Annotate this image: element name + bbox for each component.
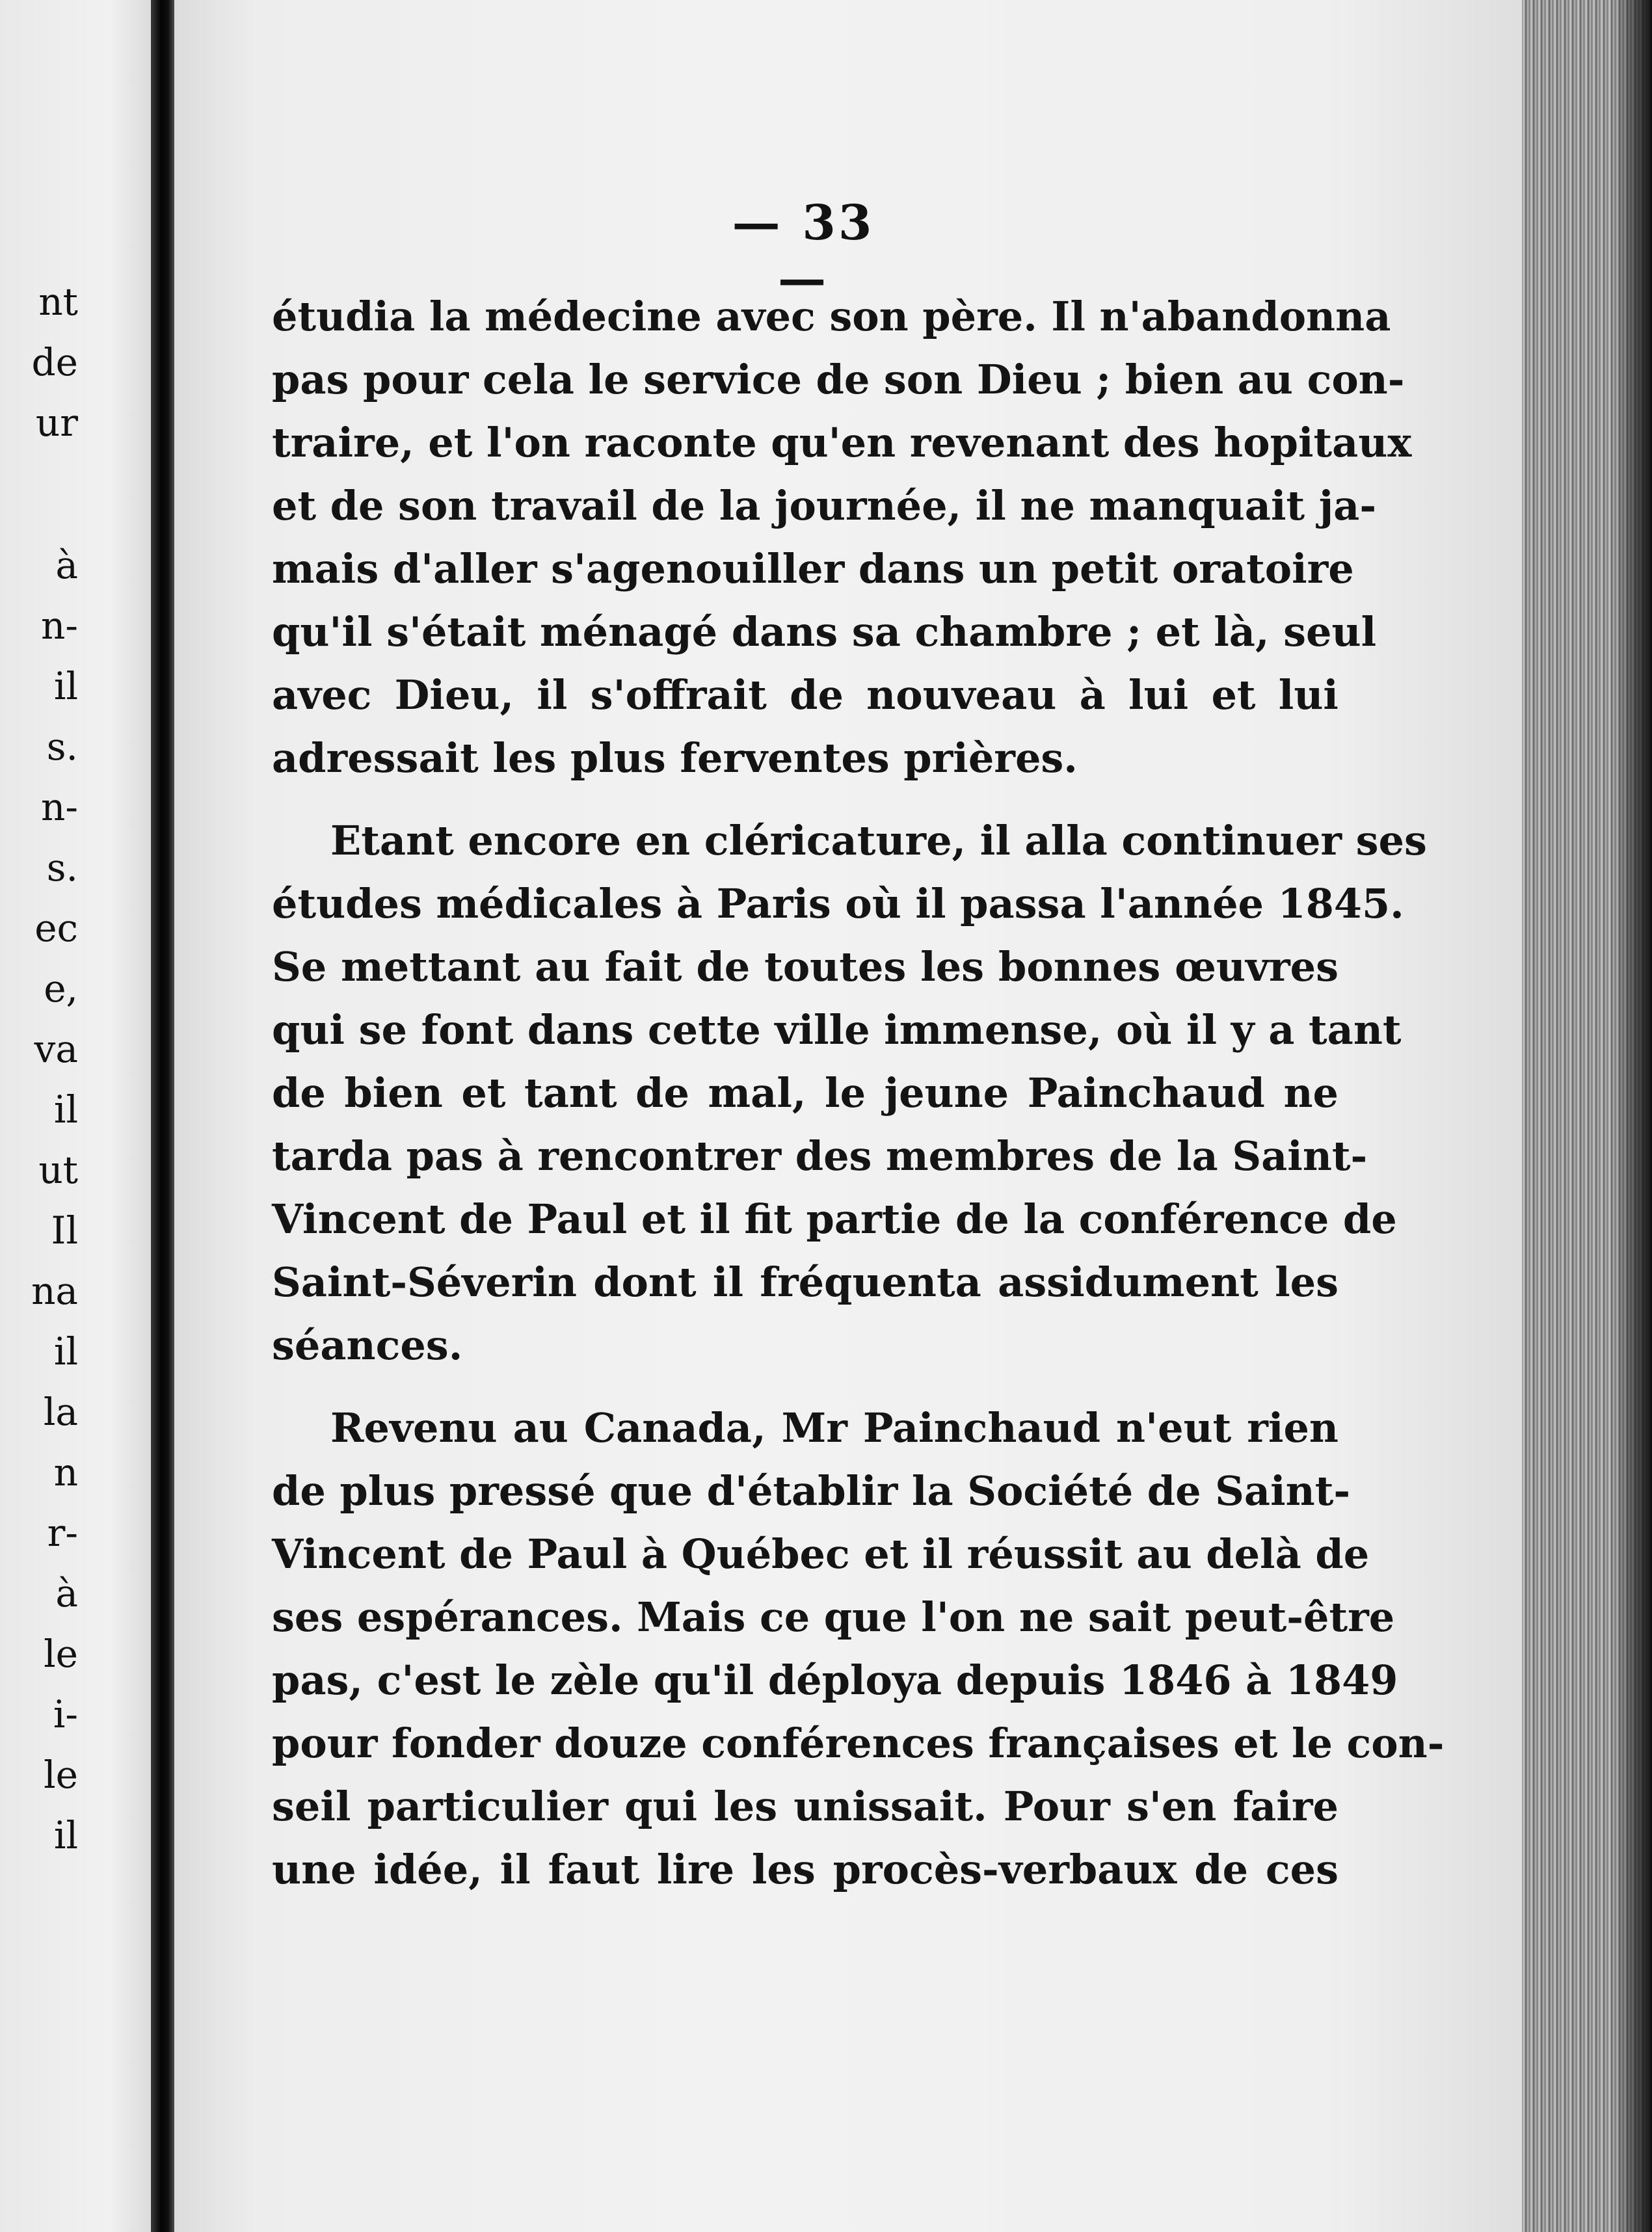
paragraph-gap [272, 790, 1339, 809]
text-line: Saint-Séverin dont il fréquenta assidument les [272, 1258, 1339, 1306]
text-line: Revenu au Canada, Mr Painchaud n'eut rien [330, 1404, 1339, 1452]
text-line: ses espérances. Mais ce que l'on ne sait peut-être [272, 1593, 1395, 1641]
previous-page-fragment: ut [38, 1148, 78, 1192]
paragraph [272, 1396, 1445, 1901]
page-number: — 33 — [732, 195, 875, 307]
previous-page-fragment: n [53, 1450, 78, 1495]
page-edges [1522, 0, 1652, 2232]
text-line: de bien et tant de mal, le jeune Painchaud ne [272, 1069, 1339, 1117]
text-line: et de son travail de la journée, il ne manquait ja- [272, 482, 1377, 529]
text-line: Etant encore en cléricature, il alla continuer ses [330, 817, 1427, 864]
previous-page-fragment: ec [34, 906, 78, 950]
previous-page-fragment: s. [46, 724, 78, 769]
previous-page-fragment: la [43, 1390, 78, 1434]
previous-page-fragment: i- [53, 1692, 78, 1736]
previous-page-fragment: n- [41, 785, 78, 829]
previous-page-fragment: le [44, 1753, 78, 1797]
book-gutter [151, 0, 176, 2232]
previous-page-fragment: de [31, 340, 78, 384]
previous-page-fragment: na [31, 1269, 78, 1313]
text-line: de plus pressé que d'établir la Société de Saint- [272, 1467, 1351, 1515]
text-line: adressait les plus ferventes prières. [272, 734, 1078, 782]
text-line: une idée, il faut lire les procès-verbaux de ces [272, 1846, 1339, 1893]
paragraph-gap [272, 1377, 1339, 1396]
text-line: Vincent de Paul à Québec et il réussit au delà de [272, 1530, 1370, 1578]
previous-page-fragment: le [44, 1632, 78, 1676]
previous-page-fragment: il [53, 1087, 78, 1132]
text-line: Vincent de Paul et il fit partie de la conférence de [272, 1195, 1397, 1243]
previous-page-fragment: n- [41, 604, 78, 648]
previous-page-fragment: ur [35, 401, 78, 445]
text-line: tarda pas à rencontrer des membres de la Saint- [272, 1132, 1368, 1180]
text-line: qui se font dans cette ville immense, où il y a tant [272, 1006, 1402, 1054]
previous-page-fragment: nt [38, 280, 78, 324]
previous-page-fragment: e, [44, 966, 78, 1011]
previous-page-fragment: s. [46, 845, 78, 890]
previous-page-fragment: il [53, 664, 78, 708]
previous-page-fragment: r- [47, 1511, 78, 1555]
text-line: pour fonder douze conférences françaises et le con- [272, 1720, 1445, 1767]
text-line: séances. [272, 1322, 463, 1369]
text-line: seil particulier qui les unissait. Pour s'en faire [272, 1783, 1339, 1830]
text-line: pas, c'est le zèle qu'il déploya depuis 1846 à 1849 [272, 1656, 1398, 1704]
text-line: traire, et l'on raconte qu'en revenant des hopitaux [272, 419, 1412, 466]
text-line: qu'il s'était ménagé dans sa chambre ; et là, seul [272, 608, 1377, 656]
text-line: mais d'aller s'agenouiller dans un petit oratoire [272, 545, 1354, 592]
text-line: études médicales à Paris où il passa l'année 1845. [272, 880, 1404, 927]
page-body [272, 285, 1445, 1901]
paragraph [272, 809, 1427, 1377]
paragraph [272, 285, 1412, 790]
previous-page-fragment: Il [51, 1208, 78, 1253]
previous-page-fragment: va [34, 1027, 78, 1071]
previous-page-fragment: à [55, 543, 78, 587]
previous-page-fragment: il [53, 1813, 78, 1857]
text-line: pas pour cela le service de son Dieu ; bien au con- [272, 356, 1405, 403]
text-line: étudia la médecine avec son père. Il n'abandonna [272, 293, 1391, 340]
text-line: avec Dieu, il s'offrait de nouveau à lui et lui [272, 671, 1339, 719]
previous-page-margin [0, 0, 156, 2232]
previous-page-fragment: à [55, 1571, 78, 1615]
text-line: Se mettant au fait de toutes les bonnes œuvres [272, 943, 1339, 990]
previous-page-fragment: il [53, 1329, 78, 1374]
